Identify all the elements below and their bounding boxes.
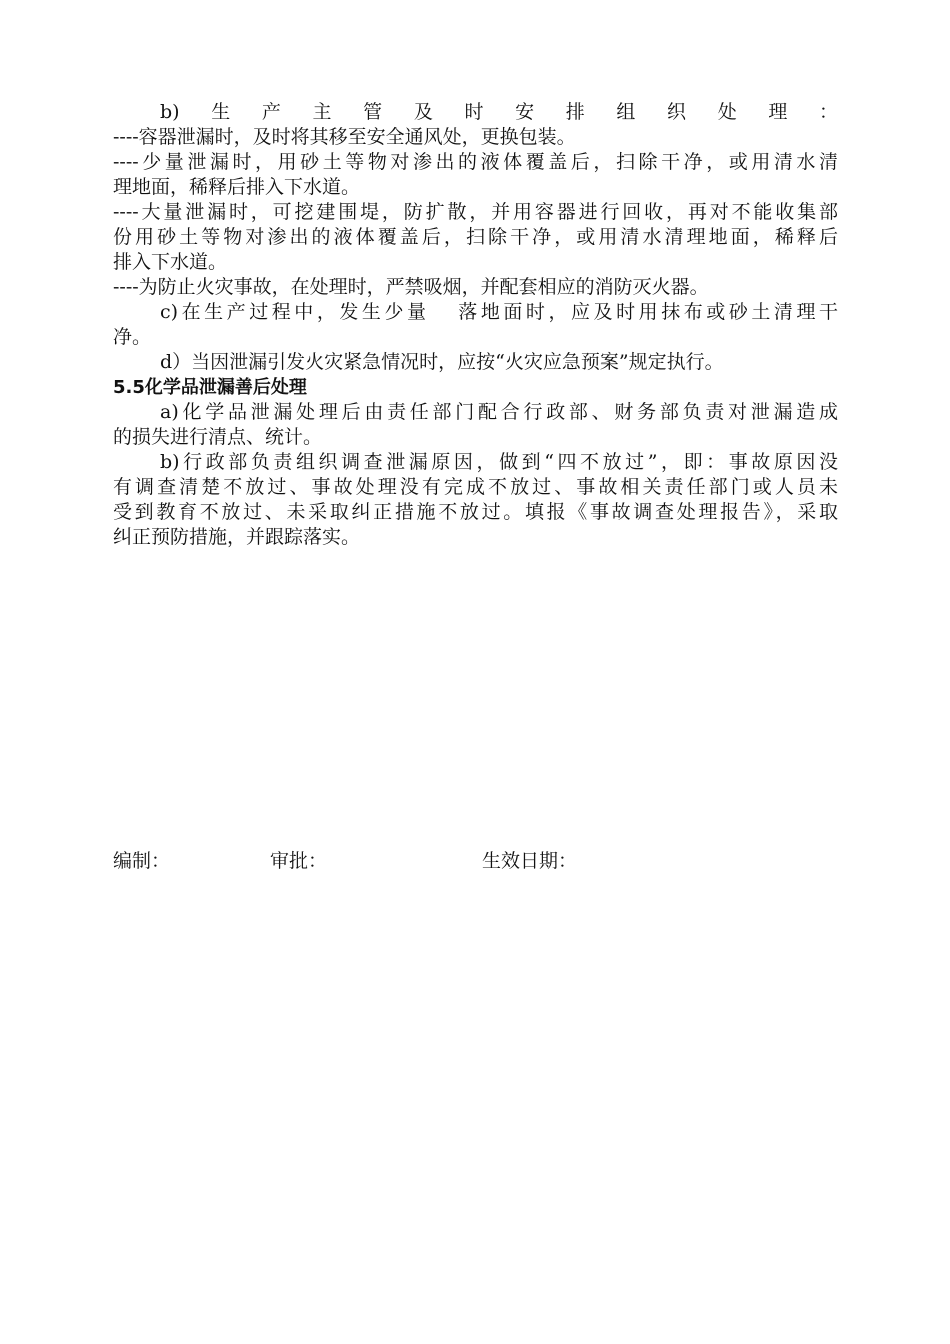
paragraph-line: d）当因泄漏引发火灾紧急情况时，应按“火灾应急预案”规定执行。 [160, 351, 724, 373]
paragraph-line: ----大量泄漏时，可挖建围堤，防扩散，并用容器进行回收，再对不能收集部 [113, 201, 838, 223]
paragraph-line: b)行政部负责组织调查泄漏原因，做到“四不放过”，即：事故原因没 [160, 451, 838, 473]
paragraph-line: ----容器泄漏时，及时将其移至安全通风处，更换包装。 [113, 126, 576, 148]
paragraph-line: 净。 [113, 326, 152, 348]
paragraph-line: 份用砂土等物对渗出的液体覆盖后，扫除干净，或用清水清理地面，稀释后 [113, 226, 838, 248]
paragraph-line: 排入下水道。 [113, 251, 228, 273]
paragraph-line: 的损失进行清点、统计。 [113, 426, 323, 448]
approved-by-label: 审批： [270, 850, 328, 872]
paragraph-line: c)在生产过程中，发生少量 落地面时，应及时用抹布或砂土清理干 [160, 301, 838, 323]
paragraph-line: ----少量泄漏时，用砂土等物对渗出的液体覆盖后，扫除干净，或用清水清 [113, 151, 838, 173]
compiled-by-label: 编制： [113, 850, 171, 872]
paragraph-line: 有调查清楚不放过、事故处理没有完成不放过、事故相关责任部门或人员未 [113, 476, 838, 498]
paragraph-line: a)化学品泄漏处理后由责任部门配合行政部、财务部负责对泄漏造成 [160, 401, 838, 423]
paragraph-line: 理地面，稀释后排入下水道。 [113, 176, 361, 198]
paragraph-line: b)生产主管及时安排组织处理： [160, 101, 838, 123]
paragraph-line: ----为防止火灾事故，在处理时，严禁吸烟，并配套相应的消防灭火器。 [113, 276, 709, 298]
effective-date-label: 生效日期： [482, 850, 578, 872]
paragraph-line: 纠正预防措施，并跟踪落实。 [113, 526, 361, 548]
section-heading: 5.5化学品泄漏善后处理 [113, 377, 307, 398]
paragraph-line: 受到教育不放过、未采取纠正措施不放过。填报《事故调查处理报告》，采取 [113, 501, 838, 523]
